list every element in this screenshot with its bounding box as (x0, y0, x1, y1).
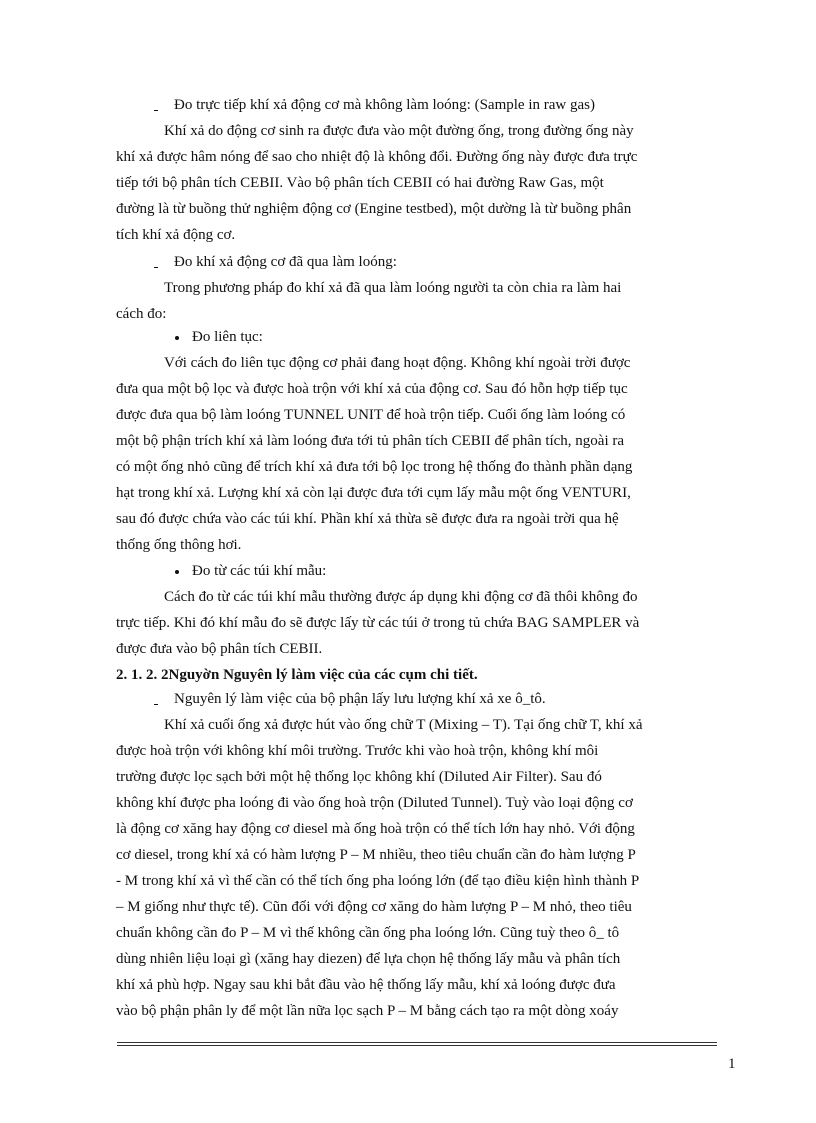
text-line: khí xả phù hợp. Ngay sau khi bắt đầu vào hệ thống lấy mẫu, khí xả loóng được đưa (116, 977, 616, 993)
text-line: đưa qua một bộ lọc và được hoà trộn với khí xả của động cơ. Sau đó hỗn hợp tiếp tục (116, 381, 628, 397)
dot-bullet (175, 336, 179, 340)
text-line: sau đó được chứa vào các túi khí. Phần khí xả thừa sẽ được đưa ra ngoài trời qua hệ (116, 511, 619, 527)
text-line: chuẩn không cần đo P – M vì thế không cần ống pha loóng lớn. Cũng tuỳ theo ô_ tô (116, 925, 620, 941)
text-line: – M giống như thực tế). Cũn đối với động cơ xăng do hàm lượng P – M nhỏ, theo tiêu (116, 899, 632, 915)
text-line: Khí xả cuối ống xả được hút vào ống chữ T (Mixing – T). Tại ống chữ T, khí xả (164, 717, 643, 733)
footer-rule-top (117, 1042, 717, 1043)
dash-bullet (154, 267, 158, 268)
page-number: 1 (728, 1056, 736, 1072)
text-line: có một ống nhỏ cũng để trích khí xả đưa tới bộ lọc trong hệ thống đo thành phần dạng (116, 459, 633, 475)
text-line: được hoà trộn với không khí môi trường. Trước khi vào hoà trộn, không khí môi (116, 743, 599, 759)
text-line: thống ống thông hơi. (116, 537, 242, 553)
text-line: Nguyên lý làm việc của bộ phận lấy lưu lượng khí xả xe ô_tô. (174, 691, 546, 707)
text-line: vào bộ phận phân ly để một lần nữa lọc sạch P – M bằng cách tạo ra một dòng xoáy (116, 1003, 619, 1019)
text-line: tích khí xả động cơ. (116, 227, 236, 243)
dash-bullet (154, 704, 158, 705)
text-line: Cách đo từ các túi khí mẫu thường được áp dụng khi động cơ đã thôi không đo (164, 589, 638, 605)
text-line: Khí xả do động cơ sinh ra được đưa vào một đường ống, trong đường ống này (164, 123, 634, 139)
footer-rule-bottom (117, 1045, 717, 1046)
text-line: là động cơ xăng hay động cơ diesel mà ống hoà trộn có thể tích lớn hay nhỏ. Với động (116, 821, 635, 837)
dash-bullet (154, 110, 158, 111)
text-line: được đưa qua bộ làm loóng TUNNEL UNIT để hoà trộn tiếp. Cuối ống làm loóng có (116, 407, 626, 423)
text-line: hạt trong khí xả. Lượng khí xả còn lại được đưa tới cụm lấy mẫu một ống VENTURI, (116, 485, 631, 501)
text-line: Đo khí xả động cơ đã qua làm loóng: (174, 254, 397, 270)
text-line: Đo từ các túi khí mẫu: (192, 563, 327, 579)
text-line: Đo trực tiếp khí xả động cơ mà không làm loóng: (Sample in raw gas) (174, 97, 595, 113)
text-line: đường là từ buồng thử nghiệm động cơ (Engine testbed), một dường là từ buồng phân (116, 201, 632, 217)
dot-bullet (175, 570, 179, 574)
text-line: - M trong khí xả vì thế cần có thể tích ống pha loóng lớn (để tạo điều kiện hình thành P (116, 873, 640, 889)
text-line: không khí được pha loóng đi vào ống hoà trộn (Diluted Tunnel). Tuỳ vào loại động cơ (116, 795, 633, 811)
text-line: Với cách đo liên tục động cơ phải đang hoạt động. Không khí ngoài trời được (164, 355, 631, 371)
text-line: cách đo: (116, 306, 167, 322)
text-line: khí xả được hâm nóng để sao cho nhiệt độ là không đổi. Đường ống này được đưa trực (116, 149, 638, 165)
text-line: Trong phương pháp đo khí xả đã qua làm loóng người ta còn chia ra làm hai (164, 280, 622, 296)
text-line: Đo liên tục: (192, 329, 263, 345)
section-heading: 2. 1. 2. 2Nguyờn Nguyên lý làm việc của các cụm chi tiết. (116, 667, 478, 683)
text-line: được đưa vào bộ phân tích CEBII. (116, 641, 323, 657)
text-line: trường được lọc sạch bởi một hệ thống lọc không khí (Diluted Air Filter). Sau đó (116, 769, 602, 785)
text-line: cơ diesel, trong khí xả có hàm lượng P – M nhiều, theo tiêu chuẩn cần đo hàm lượng P (116, 847, 636, 863)
text-line: trực tiếp. Khi đó khí mẫu đo sẽ được lấy từ các túi ở trong tủ chứa BAG SAMPLER và (116, 615, 640, 631)
text-line: dùng nhiên liệu loại gì (xăng hay diezen) để lựa chọn hệ thống lấy mẫu và phân tích (116, 951, 621, 967)
text-line: một bộ phận trích khí xả làm loóng đưa tới tủ phân tích CEBII để phân tích, ngoài ra (116, 433, 625, 449)
text-line: tiếp tới bộ phân tích CEBII. Vào bộ phân tích CEBII có hai đường Raw Gas, một (116, 175, 604, 191)
